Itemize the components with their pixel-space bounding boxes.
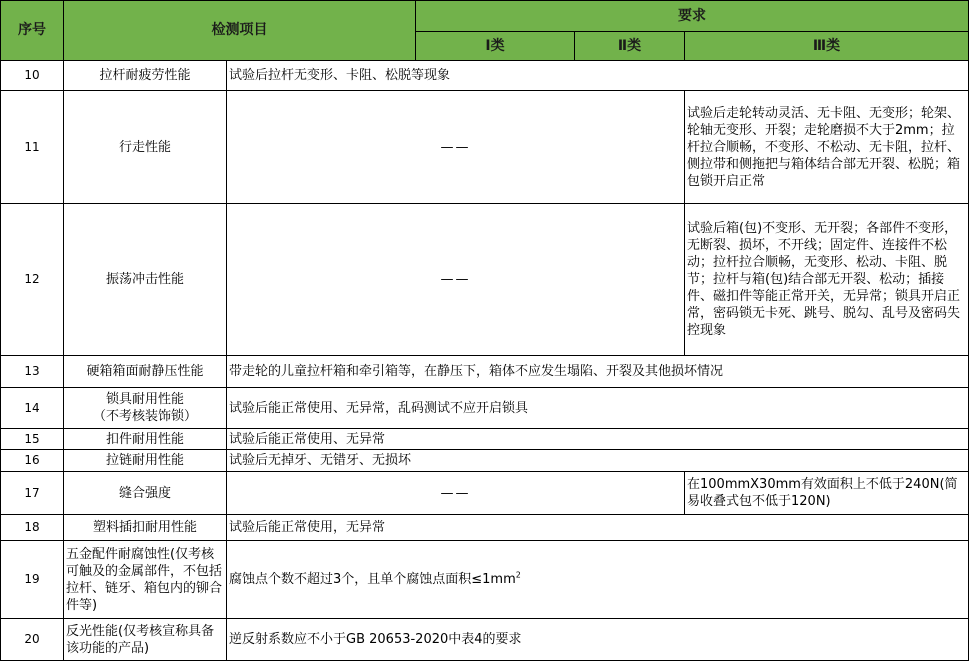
table-row (1, 61, 969, 91)
test-item: 塑料插扣耐用性能 (64, 515, 227, 541)
requirement: 试验后拉杆无变形、卡阻、松脱等现象 (227, 61, 969, 91)
row-number: 11 (1, 91, 64, 204)
row-number: 16 (1, 450, 64, 472)
table-row (1, 91, 969, 204)
row-number: 17 (1, 472, 64, 515)
test-item: 拉链耐用性能 (64, 450, 227, 472)
header-item: 检测项目 (64, 1, 416, 61)
test-item: 缝合强度 (64, 472, 227, 515)
test-item: 反光性能(仅考核宣称具备该功能的产品) (64, 619, 227, 661)
requirement-text: 腐蚀点个数不超过3个，且单个腐蚀点面积≤1mm (229, 572, 516, 587)
header-class-1: Ⅰ类 (416, 32, 575, 61)
test-item-note: （不考核装饰锁） (92, 409, 197, 424)
header-requirements: 要求 (416, 1, 969, 32)
requirement-class-3: 试验后走轮转动灵活、无卡阻、无变形；轮架、轮轴无变形、开裂；走轮磨损不大于2mm；拉杆拉合顺畅，不变形、不松动、无卡阻，拉杆、侧拉带和侧拖把与箱体结合部无开裂、松脱；箱包锁开启正常 (685, 91, 969, 204)
table-row (1, 472, 969, 515)
table-row (1, 204, 969, 356)
test-item-line: 锁具耐用性能 (105, 392, 184, 407)
test-item: 拉杆耐疲劳性能 (64, 61, 227, 91)
requirement: 试验后能正常使用、无异常 (227, 429, 969, 450)
header-class-2: Ⅱ类 (575, 32, 685, 61)
requirement: 试验后能正常使用、无异常，乱码测试不应开启锁具 (227, 388, 969, 429)
requirement (227, 541, 969, 619)
requirement-class-1-2: —— (227, 91, 685, 204)
table-row (1, 619, 969, 661)
requirement-class-1-2: —— (227, 204, 685, 356)
header-seq: 序号 (1, 1, 64, 61)
row-number: 13 (1, 356, 64, 388)
test-item: 行走性能 (64, 91, 227, 204)
row-number: 19 (1, 541, 64, 619)
superscript-unit: 2 (515, 570, 521, 580)
row-number: 20 (1, 619, 64, 661)
test-item: 振荡冲击性能 (64, 204, 227, 356)
row-number: 18 (1, 515, 64, 541)
requirement: 试验后无掉牙、无错牙、无损坏 (227, 450, 969, 472)
table-row (1, 541, 969, 619)
requirement: 带走轮的儿童拉杆箱和牵引箱等，在静压下，箱体不应发生塌陷、开裂及其他损坏情况 (227, 356, 969, 388)
test-item: 五金配件耐腐蚀性(仅考核可触及的金属部件，不包括拉杆、链牙、箱包内的铆合件等) (64, 541, 227, 619)
table-row (1, 515, 969, 541)
table-row (1, 450, 969, 472)
row-number: 10 (1, 61, 64, 91)
row-number: 14 (1, 388, 64, 429)
requirement-class-3: 试验后箱(包)不变形、无开裂；各部件不变形，无断裂、损坏，不开线；固定件、连接件不松动；拉杆拉合顺畅，无变形、松动、卡阻、脱节；拉杆与箱(包)结合部无开裂、松动；插接件、磁扣件等能正常开关，无异常；锁具开启正常，密码锁无卡死、跳号、脱勾、乱号及密码失控现象 (685, 204, 969, 356)
header-class-3: Ⅲ类 (685, 32, 969, 61)
requirement-class-3: 在100mmX30mm有效面积上不低于240N(简易收叠式包不低于120N) (685, 472, 969, 515)
test-item: 扣件耐用性能 (64, 429, 227, 450)
row-number: 15 (1, 429, 64, 450)
table-row (1, 429, 969, 450)
test-item: 硬箱箱面耐静压性能 (64, 356, 227, 388)
table-row (1, 356, 969, 388)
requirement-class-1-2: —— (227, 472, 685, 515)
row-number: 12 (1, 204, 64, 356)
test-item (64, 388, 227, 429)
requirement: 逆反射系数应不小于GB 20653-2020中表4的要求 (227, 619, 969, 661)
requirement: 试验后能正常使用，无异常 (227, 515, 969, 541)
table-row (1, 388, 969, 429)
